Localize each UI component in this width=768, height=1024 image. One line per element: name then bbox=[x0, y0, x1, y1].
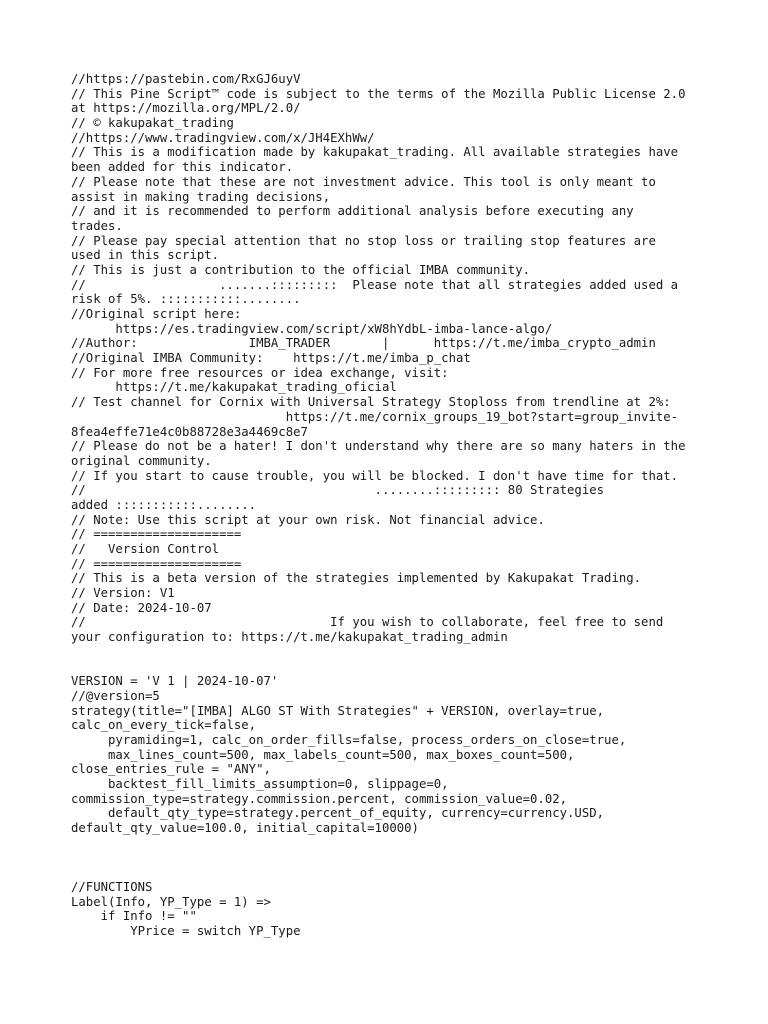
code-line bbox=[71, 865, 711, 880]
code-line: // .......::::::::: Please note that all strategies added used a bbox=[71, 277, 679, 292]
code-line: 8fea4effe71e4c0b88728e3a4469c8e7 bbox=[71, 424, 308, 439]
code-line: // Version: V1 bbox=[71, 586, 175, 601]
code-line: // For more free resources or idea exchange, visit: bbox=[71, 365, 449, 380]
code-line: //https://www.tradingview.com/x/JH4EXhWw/ bbox=[71, 130, 375, 145]
code-line: // Version Control bbox=[71, 542, 220, 556]
code-line bbox=[71, 836, 711, 851]
code-line: // Please note that these are not investment advice. This tool is only meant to bbox=[71, 174, 656, 189]
code-line bbox=[71, 660, 711, 675]
code-line: //https://pastebin.com/RxGJ6uyV bbox=[71, 72, 301, 86]
code-line: if Info != "" bbox=[71, 909, 197, 924]
code-line: https://t.me/kakupakat_trading_oficial bbox=[71, 380, 397, 395]
code-line: strategy(title="[IMBA] ALGO ST With Strategies" + VERSION, overlay=true, bbox=[71, 703, 605, 718]
code-line: //@version=5 bbox=[71, 688, 160, 703]
code-line: original community. bbox=[71, 453, 212, 468]
code-line: risk of 5%. :::::::::::........ bbox=[71, 292, 301, 307]
code-line: https://t.me/cornix_groups_19_bot?start=group_invite- bbox=[71, 409, 679, 424]
code-line: max_lines_count=500, max_labels_count=500, max_boxes_count=500, bbox=[71, 747, 575, 762]
code-line: //Original script here: bbox=[71, 307, 242, 321]
code-line: // and it is recommended to perform additional analysis before executing any bbox=[71, 204, 634, 219]
code-line: Label(Info, YP_Type = 1) => bbox=[71, 894, 271, 909]
code-line: default_qty_value=100.0, initial_capital=10000) bbox=[71, 821, 419, 836]
code-line: //Original IMBA Community: https://t.me/imba_p_chat bbox=[71, 351, 471, 366]
code-line: //FUNCTIONS bbox=[71, 879, 153, 894]
code-line: VERSION = 'V 1 | 2024-10-07' bbox=[71, 674, 279, 689]
code-line: // This is just a contribution to the official IMBA community. bbox=[71, 262, 531, 277]
code-line bbox=[71, 645, 711, 660]
code-line: added :::::::::::........ bbox=[71, 497, 257, 512]
code-line: been added for this indicator. bbox=[71, 160, 294, 175]
code-line: at https://mozilla.org/MPL/2.0/ bbox=[71, 101, 301, 116]
code-line: // This is a modification made by kakupakat_trading. All available strategies have bbox=[71, 145, 679, 160]
code-line: https://es.tradingview.com/script/xW8hYdbL-imba-lance-algo/ bbox=[71, 321, 553, 336]
code-line: // Please pay special attention that no stop loss or trailing stop features are bbox=[71, 233, 656, 248]
code-line: // © kakupakat_trading bbox=[71, 116, 234, 131]
code-line: // If you wish to collaborate, feel free to send bbox=[71, 615, 664, 630]
code-line: default_qty_type=strategy.percent_of_equity, currency=currency.USD, bbox=[71, 806, 605, 821]
code-line: // This Pine Script™ code is subject to the terms of the Mozilla Public License 2.0 bbox=[71, 86, 686, 101]
code-line: // This is a beta version of the strategies implemented by Kakupakat Trading. bbox=[71, 571, 642, 586]
code-line: calc_on_every_tick=false, bbox=[71, 718, 257, 733]
code-line: close_entries_rule = "ANY", bbox=[71, 762, 271, 777]
code-line: pyramiding=1, calc_on_order_fills=false, process_orders_on_close=true, bbox=[71, 732, 627, 747]
code-line: // ........::::::::: 80 Strategies bbox=[71, 483, 605, 498]
code-line: trades. bbox=[71, 218, 123, 233]
code-line: // ==================== bbox=[71, 527, 242, 542]
code-line: // Test channel for Cornix with Universal Strategy Stoploss from trendline at 2%: bbox=[71, 395, 671, 410]
code-line: // ==================== bbox=[71, 556, 242, 571]
code-listing bbox=[71, 72, 711, 939]
code-line: YPrice = switch YP_Type bbox=[71, 923, 301, 938]
code-line: your configuration to: https://t.me/kakupakat_trading_admin bbox=[71, 630, 508, 645]
code-line: backtest_fill_limits_assumption=0, slippage=0, bbox=[71, 777, 449, 791]
code-line: // Please do not be a hater! I don't understand why there are so many haters in the bbox=[71, 439, 686, 454]
code-line: assist in making trading decisions, bbox=[71, 189, 331, 204]
code-line: // Date: 2024-10-07 bbox=[71, 600, 212, 615]
code-line: commission_type=strategy.commission.percent, commission_value=0.02, bbox=[71, 791, 568, 806]
code-line bbox=[71, 850, 711, 865]
code-line: // If you start to cause trouble, you will be blocked. I don't have time for that. bbox=[71, 468, 679, 483]
code-line: used in this script. bbox=[71, 248, 220, 263]
code-line: // Note: Use this script at your own risk. Not financial advice. bbox=[71, 512, 545, 527]
code-line: //Author: IMBA_TRADER | https://t.me/imba_crypto_admin bbox=[71, 336, 656, 351]
